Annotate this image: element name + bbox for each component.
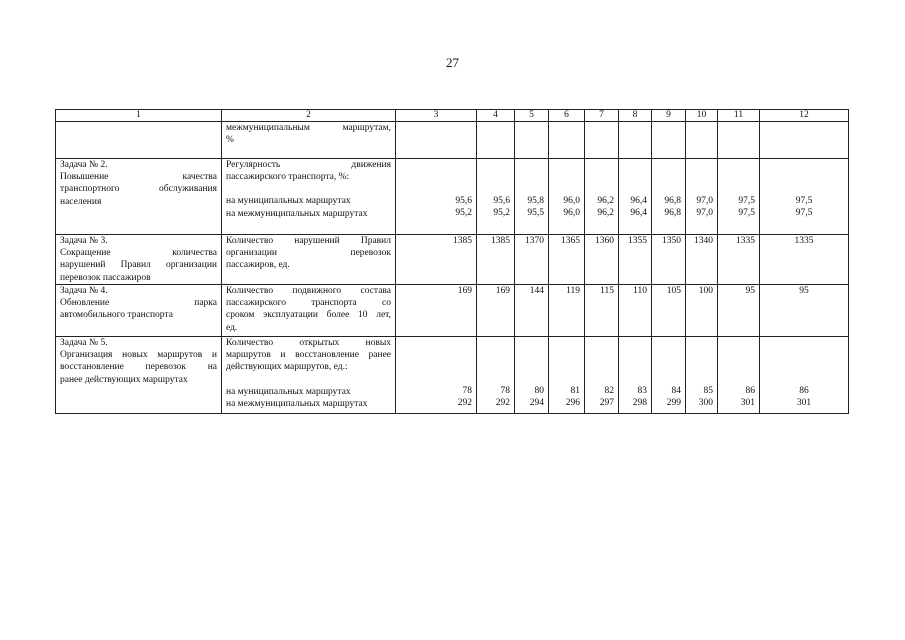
table-cell — [760, 337, 849, 414]
value: 97,5 — [795, 196, 813, 206]
col-header: 10 — [686, 110, 718, 122]
table-cell — [619, 159, 652, 235]
page-number: 27 — [446, 55, 459, 70]
table-cell — [515, 159, 549, 235]
value: 95,6 — [455, 196, 472, 206]
table-cell — [549, 159, 585, 235]
table-cell — [686, 159, 718, 235]
task-cell: Задача № 4. Обновление парка автомобильного транспорта — [56, 285, 222, 337]
value: 78 — [500, 386, 510, 396]
col-header: 8 — [619, 110, 652, 122]
table-cell — [549, 122, 585, 159]
indicator-cell: Количество подвижного состава пассажирского транспорта со сроком эксплуатации более 10 лет, ед. — [222, 285, 396, 337]
value: 292 — [457, 398, 472, 409]
sub-label: на муниципальных маршрутах — [226, 196, 351, 207]
sub-label: на межмуниципальных маршрутах — [226, 398, 368, 409]
value: 298 — [632, 398, 647, 409]
sub-label: на муниципальных маршрутах — [226, 386, 351, 397]
table-cell — [396, 337, 477, 414]
value: 1335 — [718, 235, 760, 285]
value: 100 — [686, 285, 718, 337]
table-cell — [396, 159, 477, 235]
table-row — [56, 337, 849, 414]
table-cell — [619, 337, 652, 414]
table-cell — [396, 122, 477, 159]
value: 144 — [515, 285, 549, 337]
col-header: 5 — [515, 110, 549, 122]
value: 96,8 — [664, 196, 681, 206]
value: 97,0 — [696, 208, 713, 219]
value: 1350 — [652, 235, 686, 285]
value: 1385 — [477, 235, 515, 285]
table-cell — [585, 159, 619, 235]
table-cell — [515, 337, 549, 414]
value: 110 — [619, 285, 652, 337]
value: 301 — [740, 398, 755, 409]
task-cell: Задача № 5. Организация новых маршрутов и восстановление перевозок на ранее действующих маршрутах — [56, 337, 222, 414]
col-header: 9 — [652, 110, 686, 122]
value: 297 — [599, 398, 614, 409]
table-cell — [718, 122, 760, 159]
value: 115 — [585, 285, 619, 337]
table-row — [56, 159, 849, 235]
value: 86 — [745, 386, 755, 396]
table-cell — [619, 122, 652, 159]
value: 97,0 — [696, 196, 713, 206]
value: 96,2 — [597, 196, 614, 206]
value: 82 — [604, 386, 614, 396]
value: 95 — [718, 285, 760, 337]
col-header: 6 — [549, 110, 585, 122]
table-cell — [718, 159, 760, 235]
value: 95,8 — [527, 196, 544, 206]
value: 301 — [796, 398, 812, 409]
value: 96,4 — [630, 196, 647, 206]
col-header: 2 — [222, 110, 396, 122]
col-header: 7 — [585, 110, 619, 122]
indicator-cell: Количество открытых новых маршрутов и восстановление ранее действующих маршрутов, ед.: на муниципальных маршрутах на межмуниципальных маршрутах — [222, 337, 396, 414]
value: 95 — [760, 285, 849, 337]
value: 97,5 — [795, 208, 813, 219]
indicators-table — [55, 109, 849, 414]
table-row — [56, 285, 849, 337]
table-cell — [477, 337, 515, 414]
value: 78 — [462, 386, 472, 396]
value: 95,2 — [493, 208, 510, 219]
table-cell — [760, 122, 849, 159]
table-cell — [760, 159, 849, 235]
table-cell — [652, 122, 686, 159]
table-cell — [718, 337, 760, 414]
table-cell — [686, 122, 718, 159]
task-cell: Задача № 2. Повышение качества транспортного обслуживания населения — [56, 159, 222, 235]
table-row — [56, 235, 849, 285]
table-cell — [652, 337, 686, 414]
sub-label: на межмуниципальных маршрутах — [226, 208, 368, 219]
value: 169 — [396, 285, 477, 337]
value: 95,6 — [493, 196, 510, 206]
col-header: 1 — [56, 110, 222, 122]
value: 97,5 — [738, 208, 755, 219]
value: 95,5 — [527, 208, 544, 219]
value: 97,5 — [738, 196, 755, 206]
table-cell — [477, 122, 515, 159]
indicator-cell: межмуниципальным маршрутам, % — [222, 122, 396, 159]
value: 95,2 — [455, 208, 472, 219]
value: 84 — [671, 386, 681, 396]
value: 105 — [652, 285, 686, 337]
value: 1385 — [396, 235, 477, 285]
value: 169 — [477, 285, 515, 337]
col-header: 12 — [760, 110, 849, 122]
value: 81 — [570, 386, 580, 396]
value: 296 — [565, 398, 580, 409]
value: 80 — [534, 386, 544, 396]
task-cell — [56, 122, 222, 159]
table-cell — [686, 337, 718, 414]
value: 96,2 — [597, 208, 614, 219]
table-header-row — [56, 110, 849, 122]
table-cell — [477, 159, 515, 235]
value: 96,0 — [563, 208, 580, 219]
value: 1360 — [585, 235, 619, 285]
indicator-cell: Регулярность движения пассажирского транспорта, %: на муниципальных маршрутах на межмуниципальных маршрутах — [222, 159, 396, 235]
table-row — [56, 122, 849, 159]
value: 1370 — [515, 235, 549, 285]
value: 96,4 — [630, 208, 647, 219]
task-cell: Задача № 3. Сокращение количества нарушений Правил организации перевозок пассажиров — [56, 235, 222, 285]
col-header: 4 — [477, 110, 515, 122]
table-cell — [515, 122, 549, 159]
value: 294 — [529, 398, 544, 409]
table-cell — [585, 337, 619, 414]
value: 96,0 — [563, 196, 580, 206]
value: 300 — [698, 398, 713, 409]
value: 292 — [495, 398, 510, 409]
table-cell — [549, 337, 585, 414]
value: 119 — [549, 285, 585, 337]
table-cell — [585, 122, 619, 159]
value: 96,8 — [664, 208, 681, 219]
value: 83 — [637, 386, 647, 396]
col-header: 11 — [718, 110, 760, 122]
value: 1335 — [760, 235, 849, 285]
value: 299 — [666, 398, 681, 409]
value: 1355 — [619, 235, 652, 285]
indicator-cell: Количество нарушений Правил организации перевозок пассажиров, ед. — [222, 235, 396, 285]
value: 1340 — [686, 235, 718, 285]
col-header: 3 — [396, 110, 477, 122]
value: 85 — [703, 386, 713, 396]
table-cell — [652, 159, 686, 235]
value: 86 — [799, 386, 809, 396]
value: 1365 — [549, 235, 585, 285]
